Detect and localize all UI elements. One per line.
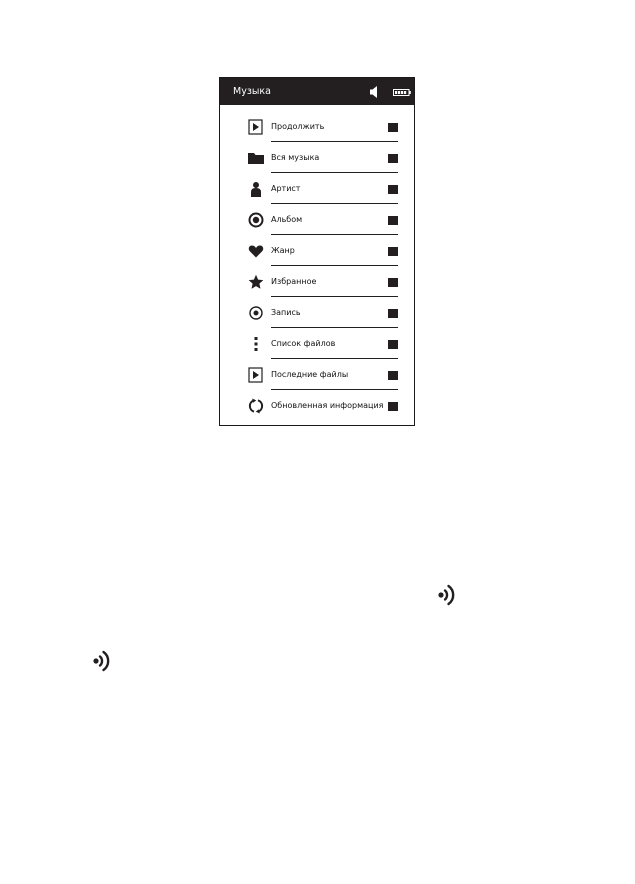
divider xyxy=(271,296,398,297)
nfc-icon xyxy=(91,649,113,673)
menu-item-label: Последние файлы xyxy=(271,370,349,379)
star-icon xyxy=(248,274,264,290)
menu-item-all-music[interactable] xyxy=(220,143,414,174)
menu-item-marker xyxy=(388,123,398,132)
menu-item-label: Список файлов xyxy=(271,339,336,348)
menu-item-label: Избранное xyxy=(271,277,317,286)
battery-icon xyxy=(393,89,411,96)
menu-item-file-list[interactable] xyxy=(220,329,414,360)
play-box-icon xyxy=(248,119,264,135)
menu-item-label: Вся музыка xyxy=(271,153,320,162)
divider xyxy=(271,234,398,235)
menu-item-label: Жанр xyxy=(271,246,295,255)
screen-title: Музыка xyxy=(233,86,271,97)
dots-vertical-icon xyxy=(248,336,264,352)
divider xyxy=(271,172,398,173)
refresh-icon xyxy=(248,398,264,414)
divider xyxy=(271,265,398,266)
menu-item-label: Обновленная информация xyxy=(271,401,384,410)
menu-item-marker xyxy=(388,185,398,194)
divider xyxy=(271,389,398,390)
divider xyxy=(271,141,398,142)
menu-item-label: Артист xyxy=(271,184,301,193)
menu-item-label: Запись xyxy=(271,308,301,317)
folder-icon xyxy=(248,150,264,166)
person-icon xyxy=(248,181,264,197)
menu-item-marker xyxy=(388,340,398,349)
menu-item-marker xyxy=(388,371,398,380)
menu-item-label: Альбом xyxy=(271,215,303,224)
menu-item-continue[interactable] xyxy=(220,112,414,143)
menu-item-favorites[interactable] xyxy=(220,267,414,298)
menu-item-marker xyxy=(388,309,398,318)
heart-icon xyxy=(248,243,264,259)
menu-item-recent-files[interactable] xyxy=(220,360,414,391)
menu-item-recording[interactable] xyxy=(220,298,414,329)
menu-item-updated-info[interactable] xyxy=(220,391,414,422)
menu-item-genre[interactable] xyxy=(220,236,414,267)
divider xyxy=(271,327,398,328)
menu-item-marker xyxy=(388,278,398,287)
menu-item-artist[interactable] xyxy=(220,174,414,205)
record-icon xyxy=(248,305,264,321)
menu-item-label: Продолжить xyxy=(271,122,325,131)
title-bar xyxy=(220,78,414,105)
menu-item-marker xyxy=(388,402,398,411)
music-player-screen xyxy=(219,77,415,426)
menu-item-album[interactable] xyxy=(220,205,414,236)
menu-item-marker xyxy=(388,247,398,256)
play-box-icon xyxy=(248,367,264,383)
menu-item-marker xyxy=(388,216,398,225)
disc-icon xyxy=(248,212,264,228)
divider xyxy=(271,203,398,204)
speaker-icon[interactable] xyxy=(370,86,377,98)
divider xyxy=(271,358,398,359)
nfc-icon xyxy=(436,583,458,607)
menu-item-marker xyxy=(388,154,398,163)
